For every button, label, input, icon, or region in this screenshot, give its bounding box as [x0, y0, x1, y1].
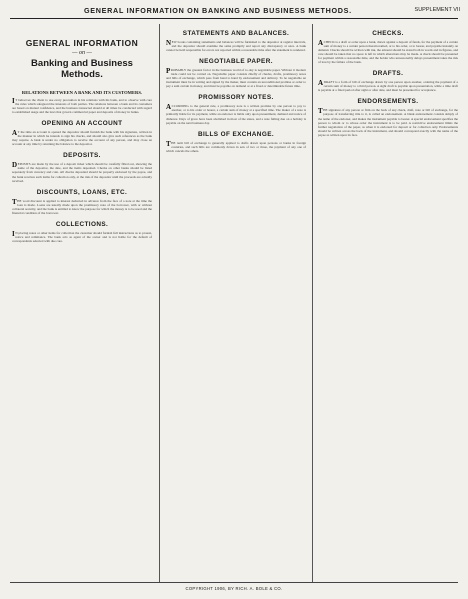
heading-checks: CHECKS. — [372, 30, 404, 37]
paragraph-deposits: DEPOSITS are made by the use of a deposit ticket which should be carefully filled out, showing the name of the depositor, the date, and the items deposited. Checks on other banks should be listed separately from currency and coin. All checks deposited should be properly endorsed by the payee, and the bank receives such items for collection only, at the risk of the depositor until the proceeds are actually received. — [12, 161, 152, 183]
article-title-top: GENERAL INFORMATION — [25, 38, 139, 48]
paragraph-discounts: THE word discount is applied to interest deducted in advance from the face of a note at the time the loan is made. Loans are usually made upon the promissory note of the borrower, with or without collateral security, and the bank is entitled to know the purpose for which the money is to be used and the financial condition of the borrower. — [12, 197, 152, 215]
heading-promissory-notes: PROMISSORY NOTES. — [198, 94, 274, 102]
article-title-connector: — on — — [72, 50, 92, 56]
column-2 — [166, 24, 306, 584]
paragraph-drafts: ADRAFT is a form of bill of exchange drawn by one person upon another, ordering the payment of a certain sum of money to a third person. A sight draft is payable upon presentation, while a time draft is payable at a fixed period after sight or after date, and must be presented for acceptance. — [318, 79, 458, 93]
article-title-block — [12, 38, 152, 80]
paragraph-collections: IN placing notes or other items for collection the customer should furnish full instructions as to protest, notice and remittance. The bank acts as agent of the owner and is not liable for the default of correspondents selected with due care. — [12, 229, 152, 243]
paragraph-promissory-notes: ACCORDING to the general rule, a promissory note is a written promise by one person to pay to another, or to his order or bearer, a certain sum of money at a specified time. The maker of a note is primarily liable for its payment, while an endorser is liable only upon presentment, demand and notice of dishonor. Days of grace have been abolished in most of the states, and a note falling due on a holiday is payable on the next business day. — [166, 103, 306, 125]
heading-endorsements: ENDORSEMENTS. — [357, 98, 419, 106]
header-rule — [10, 18, 458, 19]
column-1 — [12, 24, 152, 584]
document-page — [6, 4, 462, 595]
heading-drafts: DRAFTS. — [372, 70, 404, 78]
column-3 — [318, 24, 458, 584]
heading-bills-of-exchange: BILLS OF EXCHANGE. — [197, 130, 275, 138]
heading-discounts: DISCOUNTS, LOANS, ETC. — [36, 188, 128, 196]
paragraph-intro: IT behooves the client to use every precaution in his relations with his bank, and to observe with care the rules which safeguard the interests of both parties. The relations between a bank and its customers are based on mutual confidence, and the business transacted should at all times be conducted with regard to established usage and the laws that govern commercial paper and deposits of money in banks. — [12, 97, 152, 115]
page-header — [6, 4, 462, 18]
heading-collections: COLLECTIONS. — [55, 220, 109, 228]
column-divider-2 — [312, 24, 313, 582]
heading-deposits: DEPOSITS. — [63, 152, 101, 160]
heading-opening-account: OPENING AN ACCOUNT — [41, 120, 123, 128]
paragraph-negotiable-paper: PROBABLY the greatest factor in the business world of to-day is negotiable paper. Without it modern trade could not be carried on. Negotiable paper consists chiefly of checks, drafts, promissory notes and bills of exchange, which pass from hand to hand by endorsement and delivery. To be negotiable an instrument must be in writing and signed by the maker, must contain an unconditional promise or order to pay a sum certain in money, and must be payable on demand or at a fixed or determinable future time. — [166, 67, 306, 89]
paragraph-checks: ACHECK is a draft or order upon a bank, drawn against a deposit of funds, for the payment of a certain sum of money to a certain person therein named, or to his order, or to bearer, and payable instantly on demand. Checks should be written with ink, the amount should be stated both in words and in figures, and care should be taken that no space is left in which alterations may be made. A check should be presented for payment within a reasonable time, and the holder who unreasonably delays presentment takes the risk of loss by the failure of the bank. — [318, 39, 458, 65]
supplement-label: SUPPLEMENT VII — [414, 7, 460, 13]
heading-statements: STATEMENTS AND BALANCES. — [182, 30, 290, 37]
paragraph-bills-of-exchange: THE term bill of exchange is generally applied to drafts drawn upon persons or banks in foreign countries, and such bills are commonly drawn in sets of two or three, the payment of any one of which cancels the others. — [166, 139, 306, 153]
article-title-main: Banking and Business Methods. — [31, 58, 133, 80]
paragraph-statements: NEW books containing statements and balances will be furnished to the depositor at regular intervals, and the depositor should examine the same promptly and report any discrepancy at once. A bank cannot be held responsible for errors not reported within a reasonable time after the statement is rendered. — [166, 39, 306, 53]
paragraph-endorsements: THE signature of any person or firm on the back of any check, draft, note or bill of exchange, for the purpose of transferring title to it, is called an endorsement. A blank endorsement consists simply of the name of the endorser, and makes the instrument payable to bearer. A special endorsement specifies the person to whom or to whose order the instrument is to be paid. A restrictive endorsement limits the further negotiation of the paper, as when it is endorsed for deposit or for collection only. Endorsements should be written across the back of the instrument, and should correspond exactly with the name of the payee as written upon its face. — [318, 107, 458, 137]
copyright-footer: COPYRIGHT 1906, BY RICH. A. BOLE & CO. — [185, 586, 283, 591]
footer-rule — [10, 582, 458, 583]
heading-negotiable-paper: NEGOTIABLE PAPER. — [199, 58, 273, 66]
page-title: GENERAL INFORMATION ON BANKING AND BUSINESS METHODS. — [84, 6, 352, 15]
subtitle-relations: RELATIONS BETWEEN A BANK AND ITS CUSTOMERS. — [21, 90, 143, 95]
paragraph-opening-account: AT the time an account is opened the depositor should furnish the bank with his signature, written in the manner in which he intends to sign his checks, and should also give such references as the bank may require. A bank is under no obligation to receive the account of any person, and may close an account at any time by returning the balance to the depositor. — [12, 129, 152, 147]
column-divider-1 — [159, 24, 160, 582]
